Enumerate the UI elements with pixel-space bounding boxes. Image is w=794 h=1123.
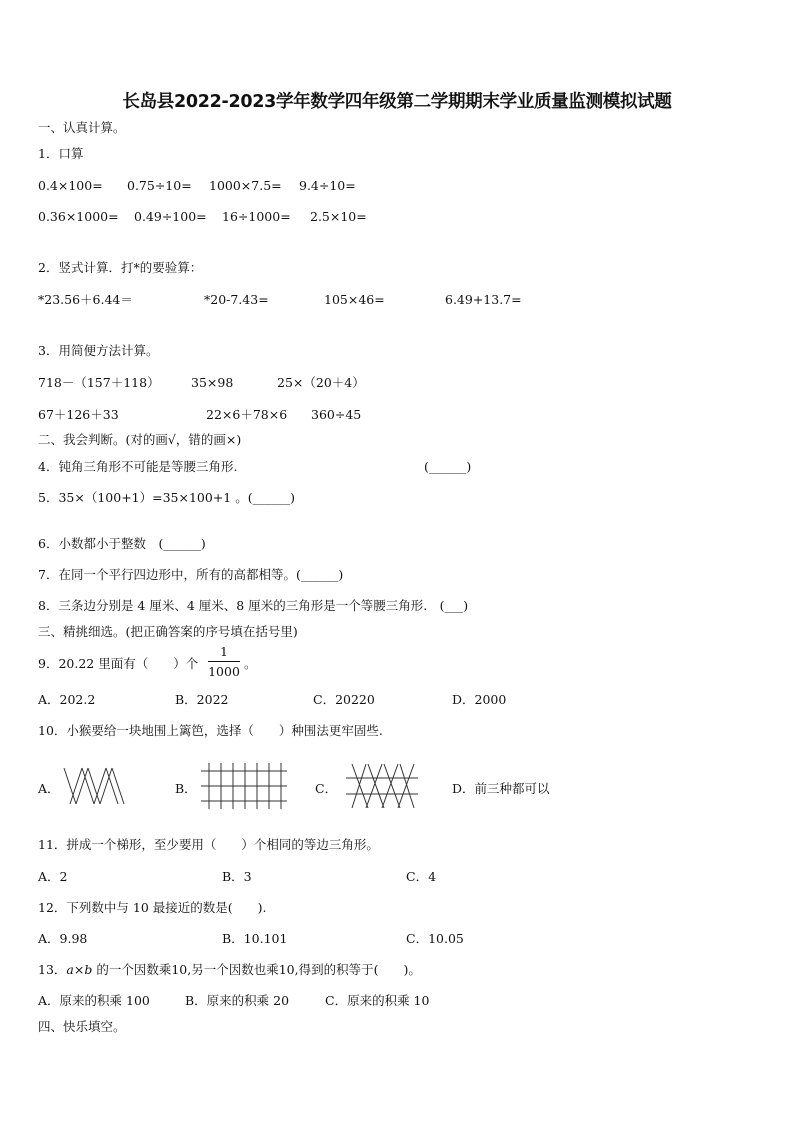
q1-item: 2.5×10= [310,209,367,224]
q2-item: *23.56＋6.44＝ [38,292,133,307]
fraction-numerator: 1 [220,644,228,659]
times-sign: × [73,962,85,977]
q1-item: 9.4÷10= [299,178,356,193]
q9-stem: 9．20.22 里面有（ ）个 [38,656,199,671]
q10-option-b[interactable]: B． [175,781,197,796]
var-b: b [84,962,93,977]
var-a: a [66,962,74,977]
q9-option-b[interactable]: B．2022 [175,692,229,707]
q2-item: 6.49+13.7= [445,292,522,307]
q3-label: 3．用简便方法计算。 [38,343,159,358]
q1-label: 1．口算 [38,146,84,161]
q13-option-c[interactable]: C．原来的积乘 10 [325,993,430,1008]
q1-item: 0.4×100= [38,178,103,193]
q2-item: *20-7.43= [204,292,269,307]
q12-option-b[interactable]: B．10.101 [222,931,288,946]
crossed-fence-figure [346,764,418,808]
q1-item: 0.75÷10= [127,178,192,193]
q3-item: 718－（157＋118） [38,375,160,390]
q13-option-b[interactable]: B．原来的积乘 20 [185,993,290,1008]
section-heading-1: 一、认真计算。 [38,120,126,135]
q10-option-c[interactable]: C． [315,781,338,796]
q3-item: 35×98 [191,375,234,390]
grid-fence-figure [201,763,287,809]
q11-option-a[interactable]: A．2 [38,869,68,884]
q4-answer-blank[interactable]: (______) [424,459,472,474]
q12-option-c[interactable]: C．10.05 [406,931,464,946]
q9-option-d[interactable]: D．2000 [452,692,507,707]
q8-text: 8．三条边分别是 4 厘米、4 厘米、8 厘米的三角形是一个等腰三角形. (___) [38,598,469,613]
q9-option-a[interactable]: A．202.2 [38,692,96,707]
q6-text: 6．小数都小于整数 (______) [38,536,206,551]
q13-option-a[interactable]: A．原来的积乘 100 [38,993,150,1008]
q11-stem: 11．拼成一个梯形，至少要用（ ）个相同的等边三角形。 [38,837,379,852]
q3-item: 67＋126＋33 [38,407,119,422]
q11-option-b[interactable]: B．3 [222,869,252,884]
q13-stem-text: 的一个因数乘10,另一个因数也乘10,得到的积等于( )。 [92,962,421,977]
section-heading-4: 四、快乐填空。 [38,1019,126,1034]
q3-item: 360÷45 [311,407,362,422]
page-title: 长岛县2022-2023学年数学四年级第二学期期末学业质量监测模拟试题 [122,92,672,112]
q12-stem: 12．下列数中与 10 最接近的数是( ). [38,900,267,915]
q9-stem-end: 。 [244,656,257,671]
q7-text: 7．在同一个平行四边形中，所有的高都相等。(______) [38,567,344,582]
q9-option-c[interactable]: C．20220 [313,692,375,707]
q5-text: 5．35×（100+1）=35×100+1 。(______) [38,490,295,505]
q13-stem: 13．a×b 的一个因数乘10,另一个因数也乘10,得到的积等于( )。 [38,962,421,977]
q10-option-d[interactable]: D．前三种都可以 [452,781,550,796]
q1-item: 0.49÷100= [134,209,207,224]
zigzag-fence-figure [62,765,126,807]
q10-option-a[interactable]: A． [38,781,60,796]
q1-item: 0.36×1000= [38,209,119,224]
q9-fraction [208,644,240,679]
fraction-bar [208,661,240,662]
q1-item: 1000×7.5= [209,178,282,193]
q3-item: 22×6＋78×6 [206,407,288,422]
q2-item: 105×46= [324,292,385,307]
q1-item: 16÷1000= [222,209,291,224]
fraction-denominator: 1000 [208,664,240,679]
section-heading-2: 二、我会判断。(对的画√，错的画×) [38,432,242,447]
q12-option-a[interactable]: A．9.98 [38,931,88,946]
q3-item: 25×（20＋4） [277,375,365,390]
q4-text: 4．钝角三角形不可能是等腰三角形. [38,459,238,474]
q11-option-c[interactable]: C．4 [406,869,437,884]
q10-stem: 10．小猴要给一块地围上篱笆，选择（ ）种围法更牢固些. [38,723,383,738]
q2-label: 2．竖式计算．打*的要验算： [38,260,203,275]
section-heading-3: 三、精挑细选。(把正确答案的序号填在括号里) [38,624,298,639]
